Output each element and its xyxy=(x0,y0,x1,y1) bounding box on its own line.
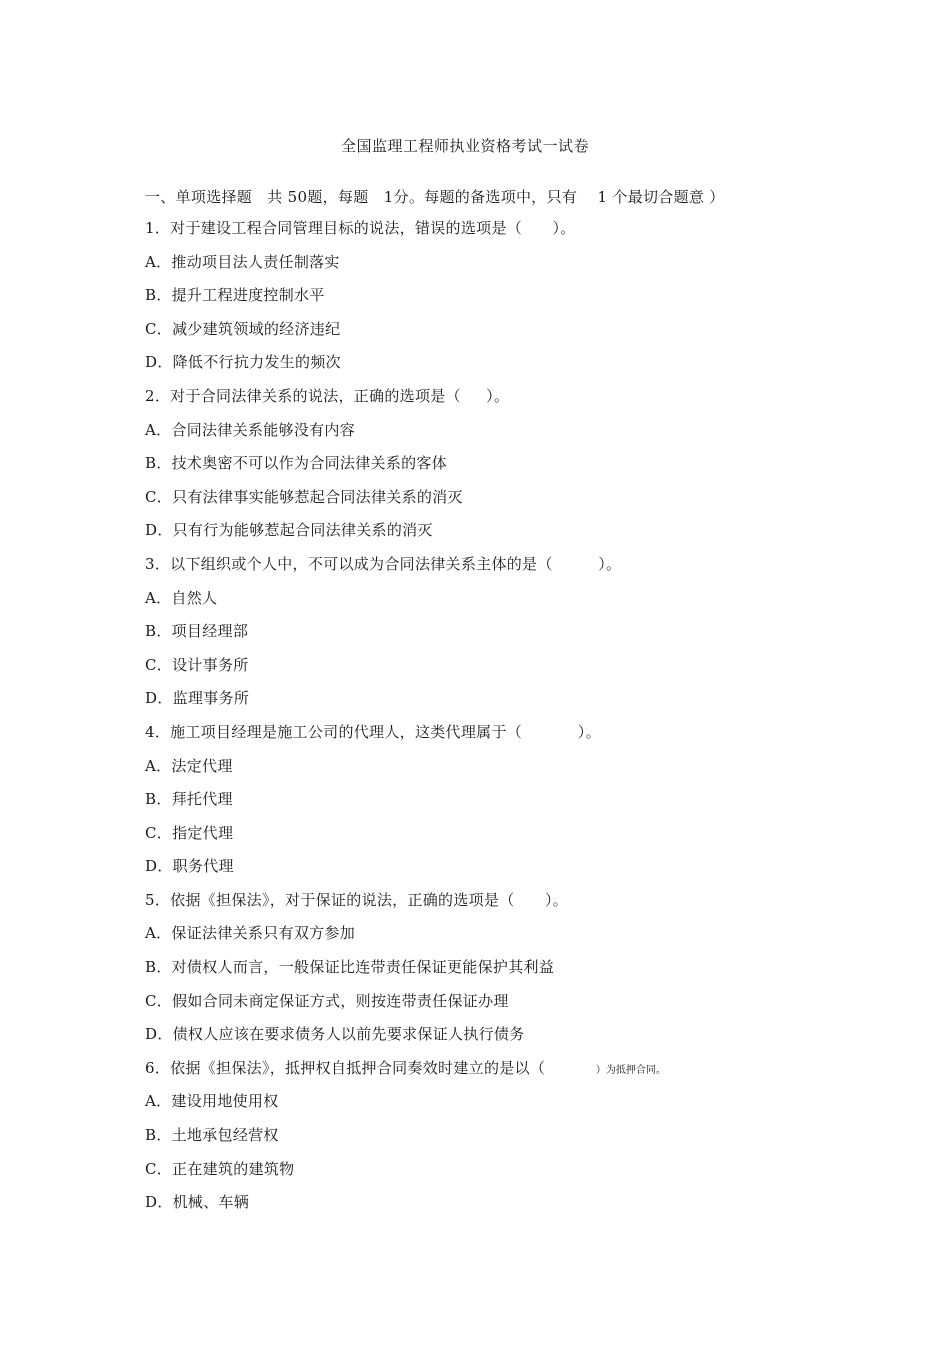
question-3 xyxy=(145,554,845,722)
option-c: C．正在建筑的建筑物 xyxy=(145,1159,295,1178)
document-title: 全国监理工程师执业资格考试一试卷 xyxy=(340,137,589,155)
option-b: B．提升工程进度控制水平 xyxy=(145,286,325,305)
option-b: B．拜托代理 xyxy=(145,790,233,809)
question-stem-tail: ）为抵押合同。 xyxy=(595,1064,666,1076)
question-2 xyxy=(145,386,845,554)
question-5 xyxy=(145,890,845,1058)
question-stem xyxy=(145,1058,845,1092)
question-stem: 4．施工项目经理是施工公司的代理人，这类代理属于（ ）。 xyxy=(145,722,601,741)
option-d: D．机械、车辆 xyxy=(145,1193,250,1212)
question-stem: 2．对于合同法律关系的说法，正确的选项是（ ）。 xyxy=(145,386,510,405)
question-stem: 5．依据《担保法》，对于保证的说法，正确的选项是（ ）。 xyxy=(145,890,569,909)
question-4 xyxy=(145,722,845,890)
question-1 xyxy=(145,218,845,386)
option-a: A．自然人 xyxy=(145,588,218,607)
option-c: C．假如合同未商定保证方式，则按连带责任保证办理 xyxy=(145,991,509,1010)
question-stem-main: 6．依据《担保法》，抵押权自抵押合同奏效时建立的是以（ xyxy=(145,1058,596,1077)
option-a: A．法定代理 xyxy=(145,756,233,775)
option-d: D．监理事务所 xyxy=(145,689,250,708)
option-a: A．保证法律关系只有双方参加 xyxy=(145,924,356,943)
question-stem: 3．以下组织或个人中，不可以成为合同法律关系主体的是（ ）。 xyxy=(145,554,622,573)
option-a: A．建设用地使用权 xyxy=(145,1092,279,1111)
question-list xyxy=(145,218,845,1226)
option-d: D．只有行为能够惹起合同法律关系的消灭 xyxy=(145,521,433,540)
question-6 xyxy=(145,1058,845,1226)
option-d: D．债权人应该在要求债务人以前先要求保证人执行债务 xyxy=(145,1025,525,1044)
option-c: C．减少建筑领域的经济违纪 xyxy=(145,319,341,338)
option-a: A．推动项目法人责任制落实 xyxy=(145,252,340,271)
option-b: B．土地承包经营权 xyxy=(145,1126,279,1145)
option-b: B．技术奥密不可以作为合同法律关系的客体 xyxy=(145,454,448,473)
question-stem: 1．对于建设工程合同管理目标的说法，错误的选项是（ ）。 xyxy=(145,219,576,237)
option-c: C．只有法律事实能够惹起合同法律关系的消灭 xyxy=(145,487,463,506)
option-a: A．合同法律关系能够没有内容 xyxy=(145,420,356,439)
option-c: C．设计事务所 xyxy=(145,655,249,674)
option-b: B．对债权人而言，一般保证比连带责任保证更能保护其利益 xyxy=(145,958,555,977)
option-c: C．指定代理 xyxy=(145,823,234,842)
section-heading: 一、单项选择题 共 50题，每题 1分。每题的备选项中，只有 1 个最切合题意 ） xyxy=(145,188,725,206)
option-b: B．项目经理部 xyxy=(145,622,249,641)
option-d: D．职务代理 xyxy=(145,857,234,876)
option-d: D．降低不行抗力发生的频次 xyxy=(145,353,341,372)
